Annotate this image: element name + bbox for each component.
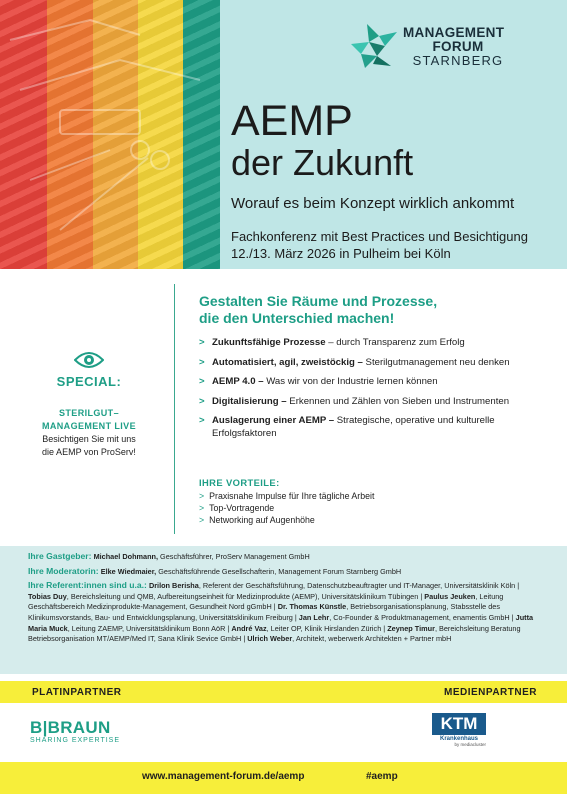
hero-banner — [0, 0, 567, 269]
special-text-1: Besichtigen Sie mit uns — [42, 434, 136, 444]
moderator-name: Elke Wiedmaier, — [100, 566, 157, 576]
speaker-role: , Architekt, weberwerk Architekten + Partner mbH — [292, 634, 452, 644]
page-subtitle: Worauf es beim Konzept wirklich ankommt — [231, 195, 515, 212]
topic-text: – durch Transparenz zum Erfolg — [325, 337, 465, 348]
media-partner-label: MEDIENPARTNER — [444, 687, 537, 698]
headline-line1: Gestalten Sie Räume und Prozesse, — [199, 293, 438, 309]
logo-line3: STARNBERG — [412, 53, 504, 68]
topic-text: Strategische, operative und kulturelle Erfolgsfaktoren — [212, 415, 495, 439]
event-date-location: 12./13. März 2026 in Pulheim bei Köln — [231, 246, 451, 261]
management-forum-logo — [347, 22, 527, 74]
benefit-item — [199, 514, 374, 526]
event-type: Fachkonferenz mit Best Practices und Besichtigung — [231, 229, 528, 244]
benefit-item — [199, 502, 374, 514]
arrow-icon: > — [199, 415, 205, 426]
main-headline — [199, 293, 529, 327]
benefits-title: IHRE VORTEILE: — [199, 477, 280, 488]
speaker-name: Drilon Berisha — [148, 581, 199, 591]
benefit-text: Top-Vortragende — [209, 503, 275, 513]
moderator-role: Geschäftsführende Gesellschafterin, Management Forum Starnberg GmbH — [156, 566, 402, 576]
benefit-text: Praxisnahe Impulse für Ihre tägliche Arbeit — [209, 491, 375, 501]
speaker-name: Jan Lehr — [298, 612, 330, 622]
speaker-name: Zeynep Timur — [387, 623, 435, 633]
special-subtitle-2: MANAGEMENT LIVE — [41, 421, 136, 431]
arrow-icon: > — [199, 337, 205, 348]
page-title: AEMP — [231, 97, 353, 145]
arrow-icon: > — [199, 491, 205, 501]
speaker-role: , Leiter OP, Klinik Hirslanden Zürich | — [266, 623, 388, 633]
topic-text: Erkennen und Zählen von Sieben und Instrumenten — [286, 395, 510, 407]
speaker-name: Paulus Jeuken — [424, 591, 476, 601]
topic-bold: Auslagerung einer AEMP – — [212, 415, 335, 426]
website-link[interactable]: www.management-forum.de/aemp — [142, 771, 305, 782]
arrow-icon: > — [199, 395, 205, 407]
moderator-label: Ihre Moderatorin: — [28, 565, 99, 576]
column-divider — [174, 284, 175, 534]
bbraun-logo[interactable] — [30, 719, 120, 744]
arrow-icon: > — [199, 356, 205, 368]
speaker-role: , Bereichsleitung Beratung Betriebsorganisation MT/AEMP/Med IT, Sana Klinik Sevice GmbH | — [28, 623, 521, 644]
speakers-line — [28, 580, 539, 645]
platin-partner-label: PLATINPARTNER — [32, 687, 122, 698]
speaker-role: , Leitung ZAEMP, Universitätsklinikum Bonn AöR | — [67, 623, 232, 633]
topic-item — [199, 376, 539, 389]
topic-item — [199, 357, 539, 370]
bbraun-name: B|BRAUN — [30, 718, 111, 737]
arrow-icon: > — [199, 376, 205, 387]
host-name: Michael Dohmann, — [93, 552, 159, 561]
topic-item — [199, 337, 539, 350]
speakers-section — [0, 546, 567, 674]
speaker-name: André Vaz — [231, 623, 267, 633]
topic-bold: Digitalisierung – — [212, 395, 287, 407]
headline-line2: die den Unterschied machen! — [199, 310, 395, 326]
topic-bold: AEMP 4.0 – — [212, 376, 264, 387]
logo-star-icon — [347, 22, 401, 72]
topic-bold: Zukunftsfähige Prozesse — [212, 337, 326, 348]
eye-icon — [74, 350, 104, 370]
host-role: Geschäftsführer, ProServ Management GmbH — [158, 552, 310, 561]
topic-text: Sterilgutmanagement neu denken — [362, 356, 510, 368]
speaker-name: Jutta Maria Muck — [28, 612, 534, 633]
footer-bar — [0, 762, 567, 794]
arrow-icon: > — [199, 503, 205, 513]
speaker-role: , Betriebsorganisationsplanung, Stabsstelle des Klinikumsvorstands, Bau- und Entwicklungsplanung, Universitätsklinikum Freiburg | — [28, 602, 500, 622]
speaker-role: , Leitung Geschäftsbereich Medizinprodukte-Management, Gesundheit Nord gGmbH | — [28, 591, 504, 612]
moderator-line — [28, 566, 539, 578]
topic-item — [199, 415, 539, 440]
logo-line1: MANAGEMENT — [403, 25, 505, 40]
topic-item — [199, 396, 539, 409]
speaker-name: Ulrich Weber — [247, 634, 293, 644]
logo-line2: FORUM — [432, 39, 484, 54]
speaker-role: , Co-Founder & Produktmanagement, enamentis GmbH | — [329, 612, 516, 622]
hashtag: #aemp — [366, 771, 398, 782]
special-title: SPECIAL: — [56, 374, 122, 389]
arrow-icon: > — [199, 515, 205, 525]
speakers-label: Ihre Referent:innen sind u.a.: — [28, 580, 147, 591]
special-text-2: die AEMP von ProServ! — [42, 447, 136, 457]
ktm-subtitle-2: by mediacluster — [454, 742, 486, 747]
special-box — [14, 350, 164, 459]
benefits-list — [199, 490, 374, 526]
speaker-role: , Bereichsleitung und QMB, Aufbereitungseinheit für Medizinprodukte (AEMP), Universitätsklinikum Tübingen | — [66, 591, 425, 601]
special-subtitle-1: STERILGUT– — [58, 408, 119, 418]
speaker-name: Tobias Duy — [28, 591, 67, 601]
surgical-instruments-image — [0, 0, 220, 269]
speaker-name: Dr. Thomas Künstle — [277, 602, 347, 612]
ktm-name: KTM — [432, 713, 486, 735]
ktm-logo[interactable] — [432, 713, 486, 747]
page-title-line2: der Zukunft — [231, 142, 414, 183]
benefit-text: Networking auf Augenhöhe — [209, 515, 315, 525]
topic-text: Was wir von der Industrie lernen können — [263, 376, 438, 387]
ktm-subtitle: Krankenhaus — [439, 736, 478, 742]
hosts-line — [28, 551, 539, 563]
speaker-role: , Referent der Geschäftsführung, Datenschutzbeauftragter und IT-Manager, Universitätsklinik Köln | — [198, 581, 520, 591]
bbraun-tagline: SHARING EXPERTISE — [30, 737, 121, 744]
topic-list — [199, 337, 539, 447]
benefit-item — [199, 490, 374, 502]
topic-bold: Automatisiert, agil, zweistöckig – — [212, 356, 363, 368]
hosts-label: Ihre Gastgeber: — [28, 551, 92, 561]
